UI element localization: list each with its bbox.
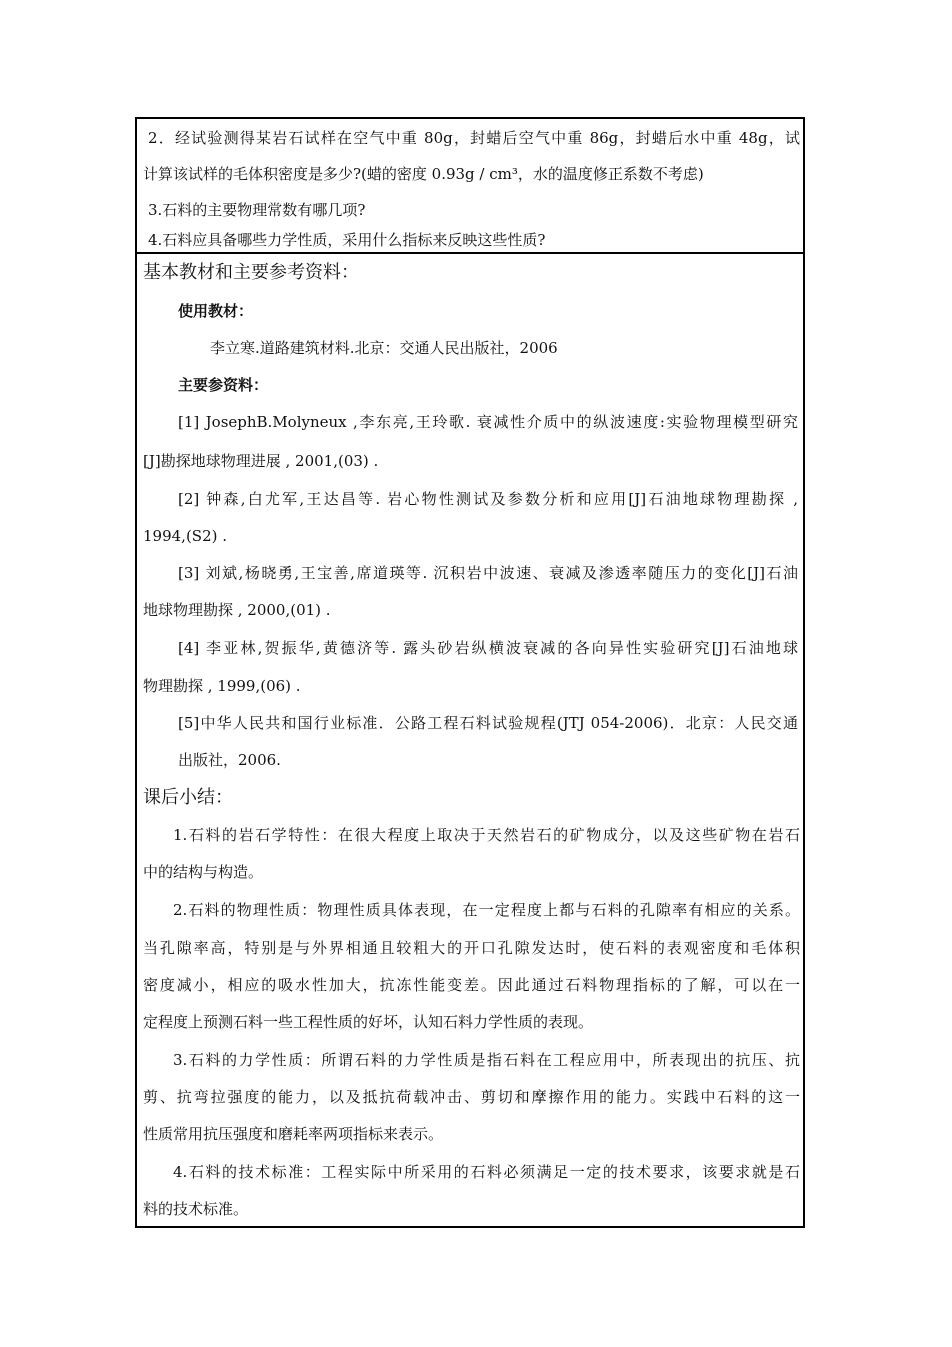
reference-3-line-2: 地球物理勘探 , 2000,(01) . — [143, 601, 331, 619]
textbook-entry: 李立寒.道路建筑材料.北京：交通人民出版社，2006 — [210, 339, 558, 357]
reference-3-line-1: [3] 刘斌,杨晓勇,王宝善,席道瑛等. 沉积岩中波速、衰减及渗透率随压力的变化[J]石油 — [178, 564, 798, 582]
section-divider — [135, 252, 805, 254]
summary-p4-line-1: 4.石料的技术标准：工程实际中所采用的石料必须满足一定的技术要求，该要求就是石 — [173, 1163, 800, 1181]
textbook-label: 使用教材： — [178, 302, 254, 320]
summary-heading: 课后小结： — [143, 787, 233, 808]
summary-p4-line-2: 料的技术标准。 — [143, 1200, 249, 1218]
summary-p2-line-2: 当孔隙率高，特别是与外界相通且较粗大的开口孔隙发达时，使石料的表观密度和毛体积 — [143, 939, 800, 957]
summary-p2-line-1: 2.石料的物理性质：物理性质具体表现，在一定程度上都与石料的孔隙率有相应的关系。 — [173, 901, 800, 919]
reference-1-line-1: [1] JosephB.Molyneux ,李东亮,王玲歌. 衰减性介质中的纵波速度:实验物理模型研究 — [178, 413, 798, 431]
question-3: 3.石料的主要物理常数有哪几项? — [148, 201, 366, 219]
summary-p3-line-3: 性质常用抗压强度和磨耗率两项指标来表示。 — [143, 1125, 444, 1143]
summary-p3-line-1: 3.石料的力学性质：所谓石料的力学性质是指石料在工程应用中，所表现出的抗压、抗 — [173, 1051, 800, 1069]
reference-5-line-2: 出版社，2006. — [178, 751, 281, 769]
question-2-line-1: 2．经试验测得某岩石试样在空气中重 80g，封蜡后空气中重 86g，封蜡后水中重 48g，试 — [148, 129, 800, 147]
summary-p2-line-4: 定程度上预测石料一些工程性质的好坏，认知石料力学性质的表现。 — [143, 1013, 594, 1031]
reference-5-line-1: [5]中华人民共和国行业标准．公路工程石料试验规程(JTJ 054-2006)．北京：人民交通 — [178, 714, 798, 732]
reference-1-line-2: [J]勘探地球物理进展 , 2001,(03) . — [143, 452, 379, 470]
question-4: 4.石料应具备哪些力学性质，采用什么指标来反映这些性质? — [148, 231, 546, 249]
reference-4-line-2: 物理勘探 , 1999,(06) . — [143, 677, 301, 695]
materials-heading: 基本教材和主要参考资料： — [143, 262, 359, 283]
reference-2-line-2: 1994,(S2) . — [143, 527, 228, 545]
question-2-line-2: 计算该试样的毛体积密度是多少?(蜡的密度 0.93g / cm³，水的温度修正系数不考虑) — [143, 165, 704, 183]
reference-2-line-1: [2] 钟森,白尤军,王达昌等. 岩心物性测试及参数分析和应用[J]石油地球物理勘探 , — [178, 490, 798, 508]
references-label: 主要参资料： — [178, 376, 269, 394]
reference-4-line-1: [4] 李亚林,贺振华,黄德济等. 露头砂岩纵横波衰减的各向异性实验研究[J]石油地球 — [178, 639, 798, 657]
summary-p1-line-2: 中的结构与构造。 — [143, 863, 264, 881]
summary-p2-line-3: 密度减小，相应的吸水性加大，抗冻性能变差。因此通过石料物理指标的了解，可以在一 — [143, 976, 800, 994]
summary-p3-line-2: 剪、抗弯拉强度的能力，以及抵抗荷载冲击、剪切和摩擦作用的能力。实践中石料的这一 — [143, 1088, 800, 1106]
summary-p1-line-1: 1.石料的岩石学特性：在很大程度上取决于天然岩石的矿物成分，以及这些矿物在岩石 — [173, 826, 800, 844]
